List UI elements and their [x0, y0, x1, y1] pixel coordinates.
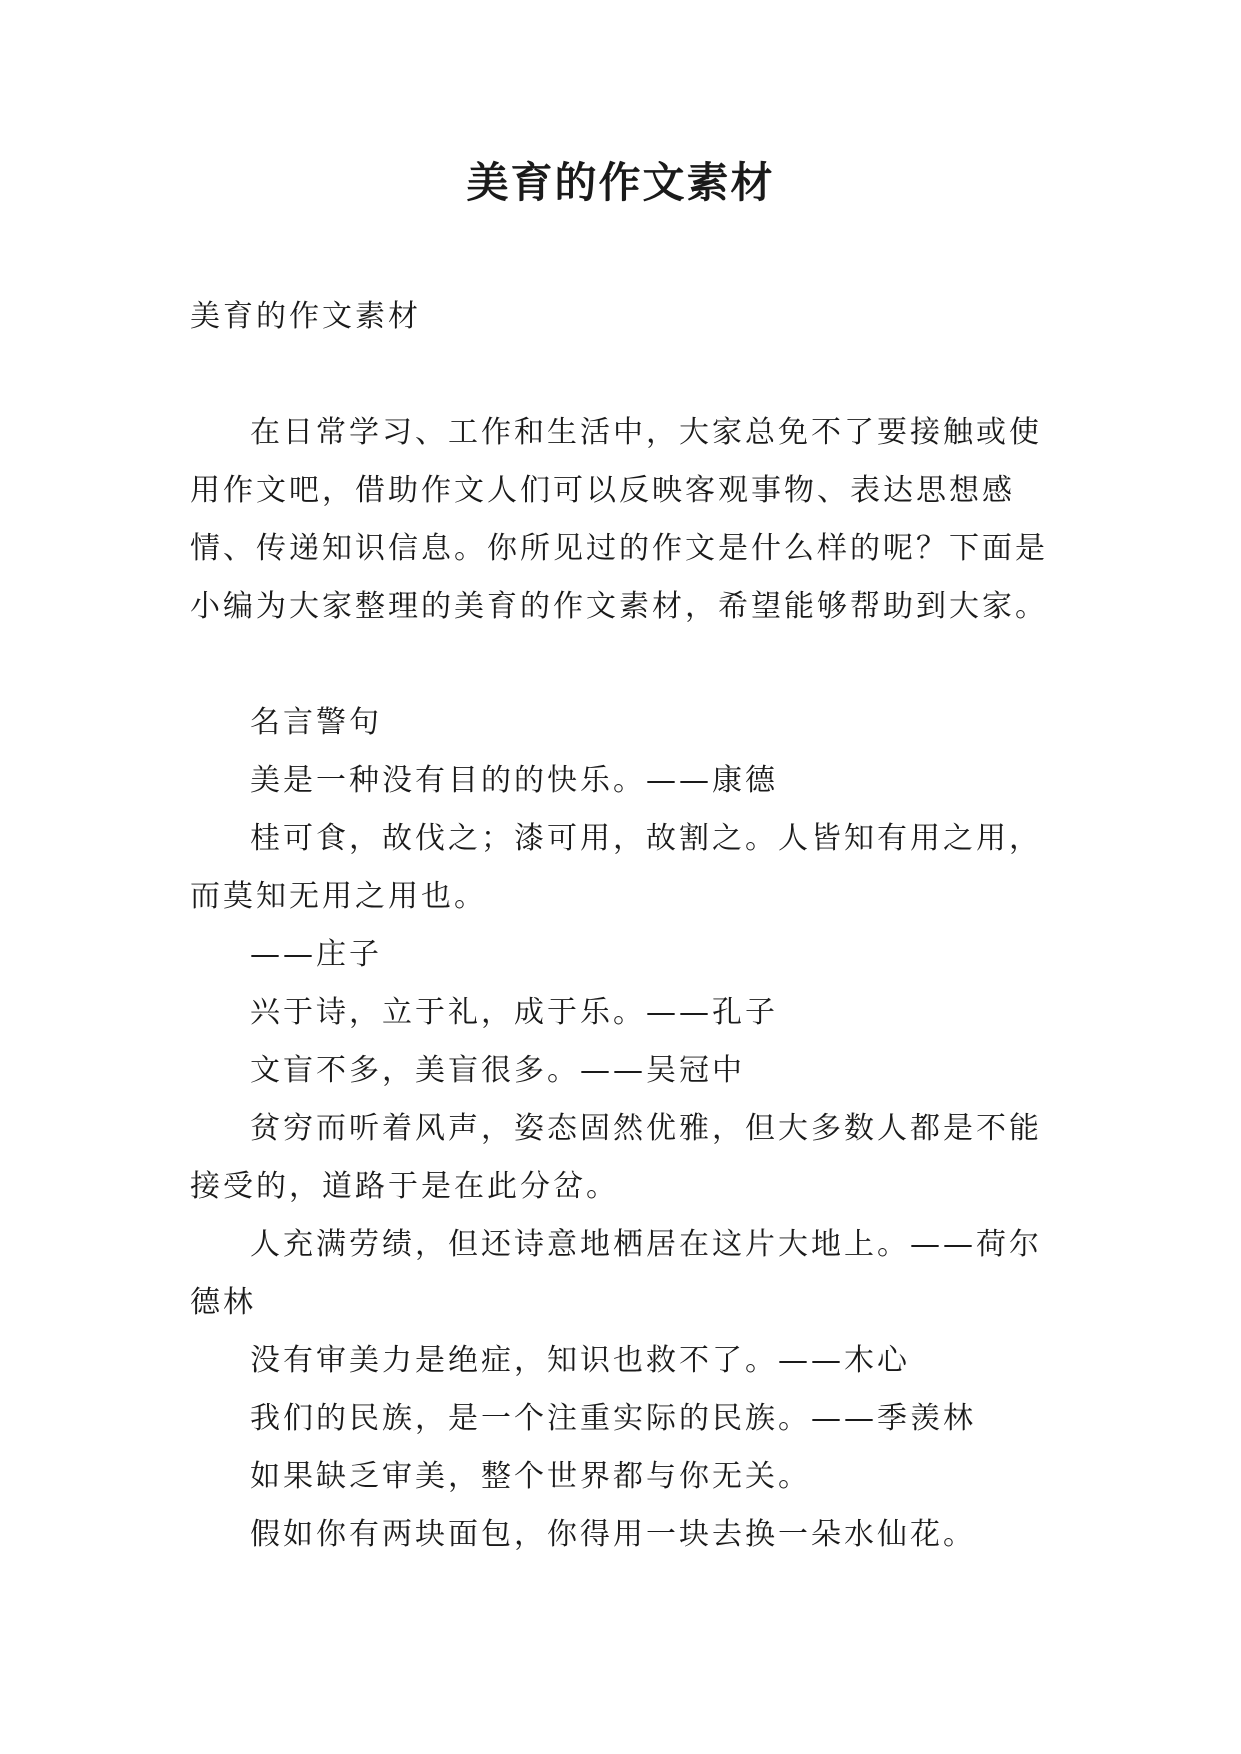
quote-paragraph: 兴于诗，立于礼，成于乐。——孔子 — [250, 995, 778, 1030]
quote-paragraph: ——庄子 — [250, 937, 382, 972]
section-heading: 名言警句 — [250, 705, 382, 740]
quote-paragraph: 人充满劳绩，但还诗意地栖居在这片大地上。——荷尔德林 — [190, 1227, 1042, 1320]
document-subtitle: 美育的作文素材 — [190, 299, 421, 334]
quote-paragraph: 贫穷而听着风声，姿态固然优雅，但大多数人都是不能接受的，道路于是在此分岔。 — [190, 1111, 1042, 1204]
document-title: 美育的作文素材 — [466, 158, 775, 207]
quote-paragraph: 假如你有两块面包，你得用一块去换一朵水仙花。 — [250, 1517, 976, 1552]
quote-paragraph: 美是一种没有目的的快乐。——康德 — [250, 763, 778, 798]
document-body — [190, 288, 1070, 1564]
quote-paragraph: 如果缺乏审美，整个世界都与你无关。 — [250, 1459, 811, 1494]
quote-paragraph: 我们的民族，是一个注重实际的民族。——季羡林 — [250, 1401, 976, 1436]
quote-paragraph: 桂可食，故伐之；漆可用，故割之。人皆知有用之用，而莫知无用之用也。 — [190, 821, 1042, 914]
quote-paragraph: 没有审美力是绝症，知识也救不了。——木心 — [250, 1343, 910, 1378]
intro-paragraph: 在日常学习、工作和生活中，大家总免不了要接触或使用作文吧，借助作文人们可以反映客观事物、表达思想感情、传递知识信息。你所见过的作文是什么样的呢？下面是小编为大家整理的美育的作文素材，希望能够帮助到大家。 — [190, 415, 1048, 624]
quote-paragraph: 文盲不多，美盲很多。——吴冠中 — [250, 1053, 745, 1088]
